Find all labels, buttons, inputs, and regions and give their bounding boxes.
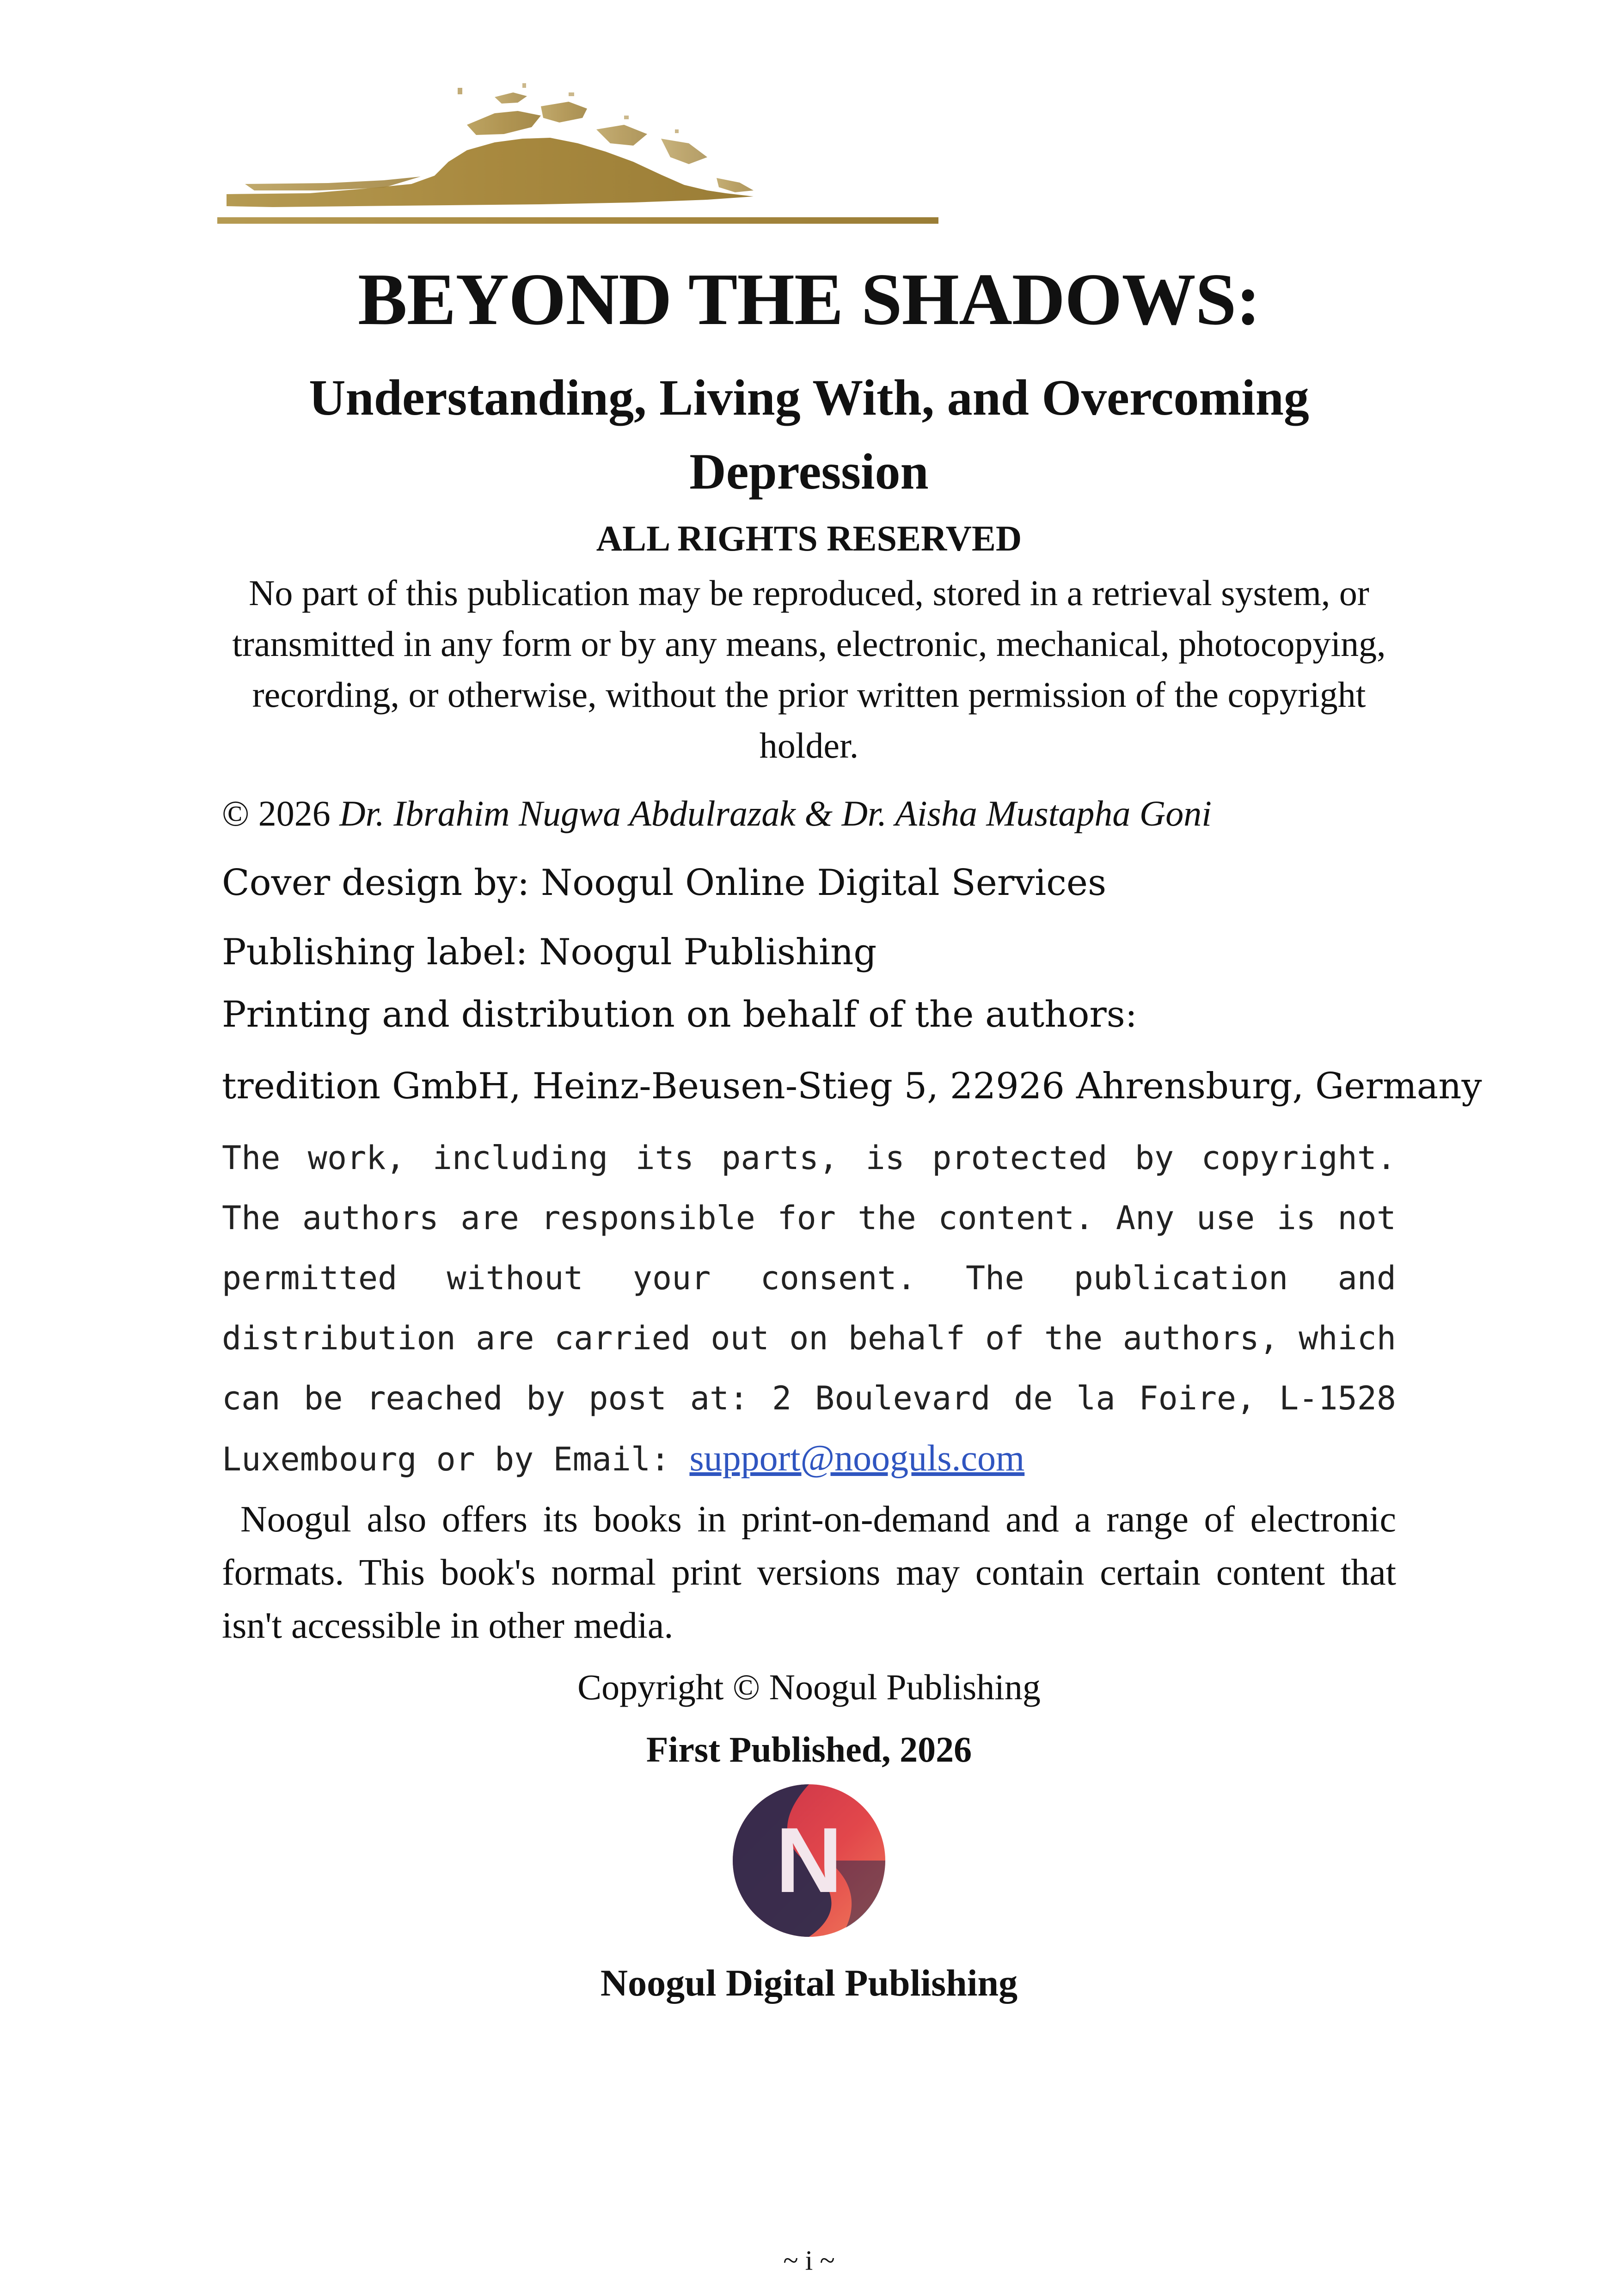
support-email-link[interactable]: support@nooguls.com [689,1438,1025,1479]
copyright-year: © 2026 [222,793,331,833]
rights-statement: No part of this publication may be reproduced, stored in a retrieval system, or transmitted in any form or by any means, electronic, mechanical, photocopying, recording, or otherwise, without the prior written permission of the copyright holder. [232,573,1386,765]
first-published: First Published, 2026 [646,1729,972,1769]
book-title: BEYOND THE SHADOWS: [358,258,1260,340]
copyright-authors-line [222,788,1396,839]
printer-address: tredition GmbH, Heinz-Beusen-Stieg 5, 22926 Ahrensburg, Germany [222,1065,1482,1107]
imprint-name: Noogul Digital Publishing [600,1962,1018,2004]
page-number: ~ i ~ [783,2245,835,2276]
rights-heading: ALL RIGHTS RESERVED [596,518,1022,558]
book-subtitle [139,361,1479,508]
notice-text: The work, including its parts, is protected by copyright. The authors are responsible for the content. Any use is not permitted without your consent. The publication and distribution are carried out on behalf of the authors, which can be reached by post at: 2 Boulevard de la Foire, L-1528 Luxembourg or by Email: [222,1139,1396,1478]
cover-design-credit: Cover design by: Noogul Online Digital Services [222,862,1107,904]
author-names: Dr. Ibrahim Nugwa Abdulrazak & Dr. Aisha Mustapha Goni [339,793,1212,833]
gold-brushstroke-ornament [217,69,938,236]
formats-offer-paragraph: Noogul also offers its books in print-on-demand and a range of electronic formats. This book's normal print versions may contain certain content that isn't accessible in other media. [222,1499,1396,1646]
printing-distribution-line: Printing and distribution on behalf of the authors: [222,994,1138,1035]
noogul-logo-icon [730,1782,888,1939]
publishing-label: Publishing label: Noogul Publishing [222,931,877,973]
logo-letter: N [775,1809,843,1912]
copyright-notice [222,1128,1396,1489]
subtitle-line-2: Depression [689,443,929,500]
subtitle-line-1: Understanding, Living With, and Overcoming [309,369,1309,426]
publisher-copyright: Copyright © Noogul Publishing [577,1667,1041,1707]
